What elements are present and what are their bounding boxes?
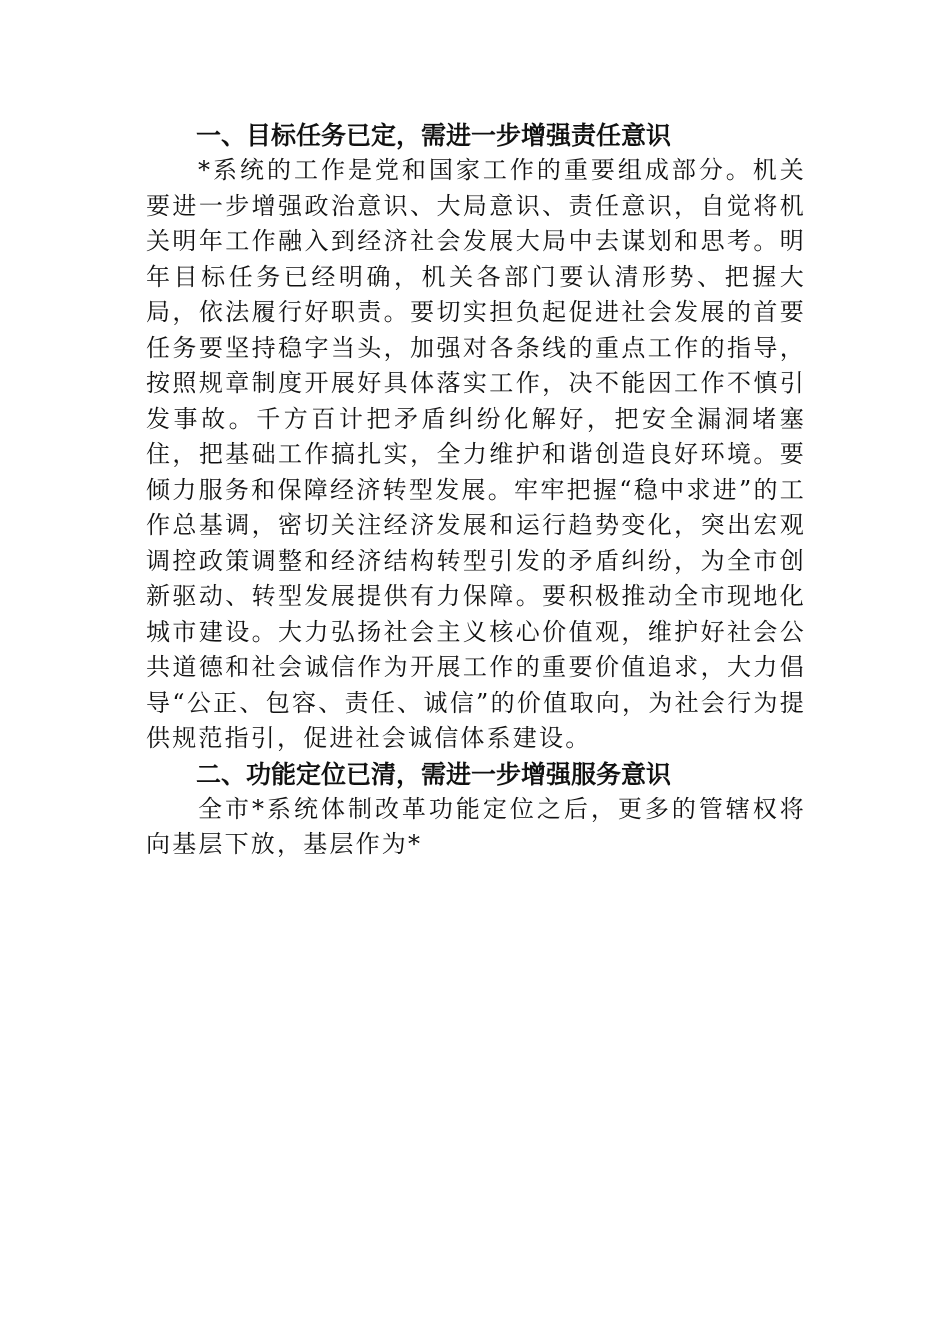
- section-paragraph-2: 全市*系统体制改革功能定位之后，更多的管辖权将向基层下放，基层作为*: [146, 794, 806, 858]
- section-paragraph-1: *系统的工作是党和国家工作的重要组成部分。机关要进一步增强政治意识、大局意识、责任意识，自觉将机关明年工作融入到经济社会发展大局中去谋划和思考。明年目标任务已经明确，机关各部门要认清形势、把握大局，依法履行好职责。要切实担负起促进社会发展的首要任务要坚持稳字当头，加强对各条线的重点工作的指导，按照规章制度开展好具体落实工作，决不能因工作不慎引发事故。千方百计把矛盾纠纷化解好，把安全漏洞堵塞住，把基础工作搞扎实，全力维护和谐创造良好环境。要倾力服务和保障经济转型发展。牢牢把握“稳中求进”的工作总基调，密切关注经济发展和运行趋势变化，突出宏观调控政策调整和经济结构转型引发的矛盾纠纷，为全市创新驱动、转型发展提供有力保障。要积极推动全市现地化城市建设。大力弘扬社会主义核心价值观，维护好社会公共道德和社会诚信作为开展工作的重要价值追求，大力倡导“公正、包容、责任、诚信”的价值取向，为社会行为提供规范指引，促进社会诚信体系建设。: [146, 156, 806, 752]
- section-heading-1: 一、目标任务已定，需进一步增强责任意识: [196, 121, 672, 150]
- section-heading-2: 二、功能定位已清，需进一步增强服务意识: [196, 759, 672, 789]
- document-body: [146, 118, 806, 863]
